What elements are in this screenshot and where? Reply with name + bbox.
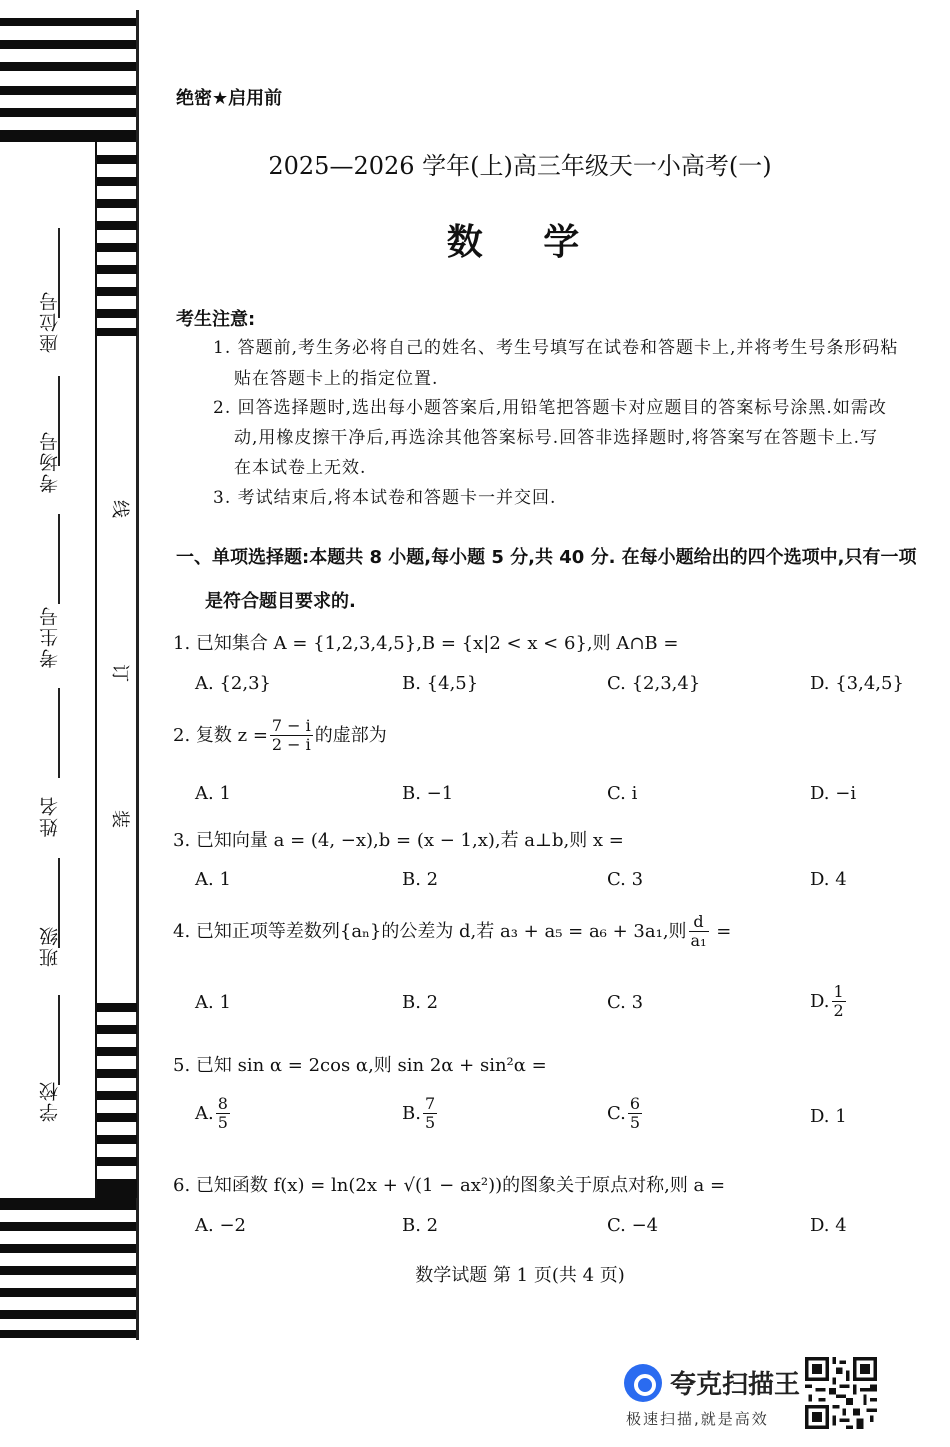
q3-option-a: A. 1 [195, 869, 231, 890]
notice-item: 1. 答题前,考生务必将自己的姓名、考生号填写在试卷和答题卡上,并将考生号条形码粘 [213, 338, 899, 358]
field-class: 班级 [39, 925, 61, 967]
q5-option-c-fraction [628, 1095, 642, 1133]
q4-option-d [810, 983, 848, 1021]
q5-option-c-label: C. [607, 1102, 626, 1124]
field-name: 姓名 [39, 795, 61, 837]
field-exam-room: 考场号 [39, 430, 61, 493]
confidential-label: 绝密★启用前 [176, 88, 283, 109]
field-seat-number: 座位号 [39, 290, 61, 353]
question-2 [173, 717, 387, 755]
q4-option-d-denominator: 2 [833, 1001, 844, 1021]
q4-option-a: A. 1 [195, 992, 231, 1013]
binding-mark-bind: 装 [112, 807, 130, 828]
binding-stripe [0, 1288, 136, 1297]
binding-stripe [0, 1222, 136, 1231]
field-line [58, 688, 60, 778]
q5-option-b-denominator: 5 [424, 1113, 436, 1133]
question-3: 3. 已知向量 a = (4, −x),b = (x − 1,x),若 a⊥b,则 x = [173, 830, 624, 851]
q6-option-a: A. −2 [195, 1215, 246, 1236]
question-6: 6. 已知函数 f(x) = ln(2x + √(1 − ax²))的图象关于原点对称,则 a = [173, 1175, 726, 1196]
q5-option-a-fraction [216, 1095, 230, 1133]
q4-option-d-numerator: 1 [833, 982, 844, 1001]
q2-option-a: A. 1 [195, 783, 231, 804]
field-line [58, 995, 60, 1085]
section-heading-continued: 是符合题目要求的. [205, 591, 356, 612]
q6-option-d: D. 4 [810, 1215, 847, 1236]
binding-stripe [0, 62, 136, 71]
binding-stripe [97, 328, 137, 336]
question-5: 5. 已知 sin α = 2cos α,则 sin 2α + sin²α = [173, 1055, 547, 1076]
q5-option-a-label: A. [195, 1102, 214, 1124]
q5-option-d: D. 1 [810, 1106, 847, 1127]
field-line [58, 514, 60, 604]
binding-stripe [97, 265, 137, 274]
qr-code-icon [805, 1357, 877, 1429]
q3-option-b: B. 2 [402, 869, 439, 890]
question-1: 1. 已知集合 A = {1,2,3,4,5},B = {x|2 < x < 6},则 A∩B = [173, 633, 679, 654]
q5-option-b-label: B. [402, 1102, 421, 1124]
binding-stripe [97, 1025, 137, 1034]
notice-item: 在本试卷上无效. [234, 458, 367, 478]
binding-mark-staple: 订 [112, 661, 130, 682]
q4-fraction [689, 913, 709, 951]
binding-stripe [0, 1198, 136, 1210]
q4-numerator: d [689, 913, 709, 932]
notice-item: 3. 考试结束后,将本试卷和答题卡一并交回. [213, 488, 557, 508]
binding-stripe [97, 1135, 137, 1144]
binding-stripe [0, 130, 136, 142]
q1-option-d: D. {3,4,5} [810, 673, 904, 694]
q5-option-a-numerator: 8 [217, 1094, 228, 1113]
field-student-id: 考生号 [39, 605, 61, 668]
binding-stripe [0, 1244, 136, 1253]
q5-option-b-fraction [423, 1095, 437, 1133]
binding-stripe [97, 287, 137, 296]
q5-option-b [402, 1095, 439, 1133]
binding-stripe [97, 199, 137, 208]
q5-option-a [195, 1095, 232, 1133]
notice-heading: 考生注意: [176, 309, 256, 330]
binding-stripe [97, 1047, 137, 1056]
q2-suffix: 的虚部为 [314, 724, 387, 746]
binding-mark-line: 线 [112, 497, 130, 518]
q4-suffix: = [710, 920, 732, 942]
notice-item: 动,用橡皮擦干净后,再选涂其他答案标号.回答非选择题时,将答案写在答题卡上.写 [234, 428, 879, 448]
q4-option-b: B. 2 [402, 992, 439, 1013]
q6-option-b: B. 2 [402, 1215, 439, 1236]
q4-prefix: 4. 已知正项等差数列{aₙ}的公差为 d,若 a₃ + a₅ = a₆ + 3a₁,则 [173, 920, 687, 942]
q2-fraction [270, 717, 313, 755]
q5-option-c [607, 1095, 644, 1133]
q2-numerator: 7 − i [271, 716, 311, 735]
scanner-brand-name: 夸克扫描王 [670, 1370, 801, 1400]
scanner-slogan: 极速扫描,就是高效 [626, 1410, 769, 1428]
binding-stripe [0, 86, 136, 95]
binding-stripe [97, 1003, 137, 1012]
q3-option-c: C. 3 [607, 869, 644, 890]
section-heading: 一、单项选择题:本题共 8 小题,每小题 5 分,共 40 分. 在每小题给出的四个选项中,只有一项 [176, 547, 917, 568]
q5-option-b-numerator: 7 [424, 1094, 436, 1113]
field-school: 学校 [39, 1080, 61, 1122]
q1-option-b: B. {4,5} [402, 673, 479, 694]
q3-option-d: D. 4 [810, 869, 847, 890]
binding-stripe [97, 309, 137, 318]
scanner-logo-icon [624, 1364, 662, 1402]
page-footer: 数学试题 第 1 页(共 4 页) [415, 1265, 625, 1286]
question-4 [173, 913, 731, 951]
binding-stripe [97, 1069, 137, 1078]
q2-option-d: D. −i [810, 783, 857, 804]
binding-stripe [0, 1310, 136, 1319]
subject-title: 数 学 [446, 222, 604, 263]
q4-option-c: C. 3 [607, 992, 644, 1013]
binding-stripe [0, 18, 136, 26]
q2-prefix: 2. 复数 z = [173, 724, 268, 746]
binding-stripe [97, 1157, 137, 1166]
q1-option-c: C. {2,3,4} [607, 673, 701, 694]
binding-stripe [0, 40, 136, 49]
q5-option-c-denominator: 5 [629, 1113, 641, 1133]
q5-option-a-denominator: 5 [217, 1113, 228, 1133]
notice-item: 贴在答题卡上的指定位置. [234, 369, 439, 389]
binding-stripe [0, 1330, 136, 1338]
notice-item: 2. 回答选择题时,选出每小题答案后,用铅笔把答题卡对应题目的答案标号涂黑.如需改 [213, 398, 887, 418]
q5-option-c-numerator: 6 [629, 1094, 641, 1113]
q6-option-c: C. −4 [607, 1215, 659, 1236]
q2-denominator: 2 − i [271, 735, 311, 755]
q2-option-c: C. i [607, 783, 638, 804]
binding-stripe [97, 1179, 137, 1198]
q4-option-d-label: D. [810, 990, 830, 1012]
binding-stripe [0, 108, 136, 117]
exam-title: 2025—2026 学年(上)高三年级天一小高考(一) [268, 152, 772, 180]
binding-frame [95, 142, 97, 1198]
binding-stripe [97, 1113, 137, 1122]
binding-stripe [97, 1091, 137, 1100]
q2-option-b: B. −1 [402, 783, 454, 804]
q4-denominator: a₁ [690, 931, 707, 951]
q1-option-a: A. {2,3} [195, 673, 271, 694]
q4-option-d-fraction [832, 983, 846, 1021]
